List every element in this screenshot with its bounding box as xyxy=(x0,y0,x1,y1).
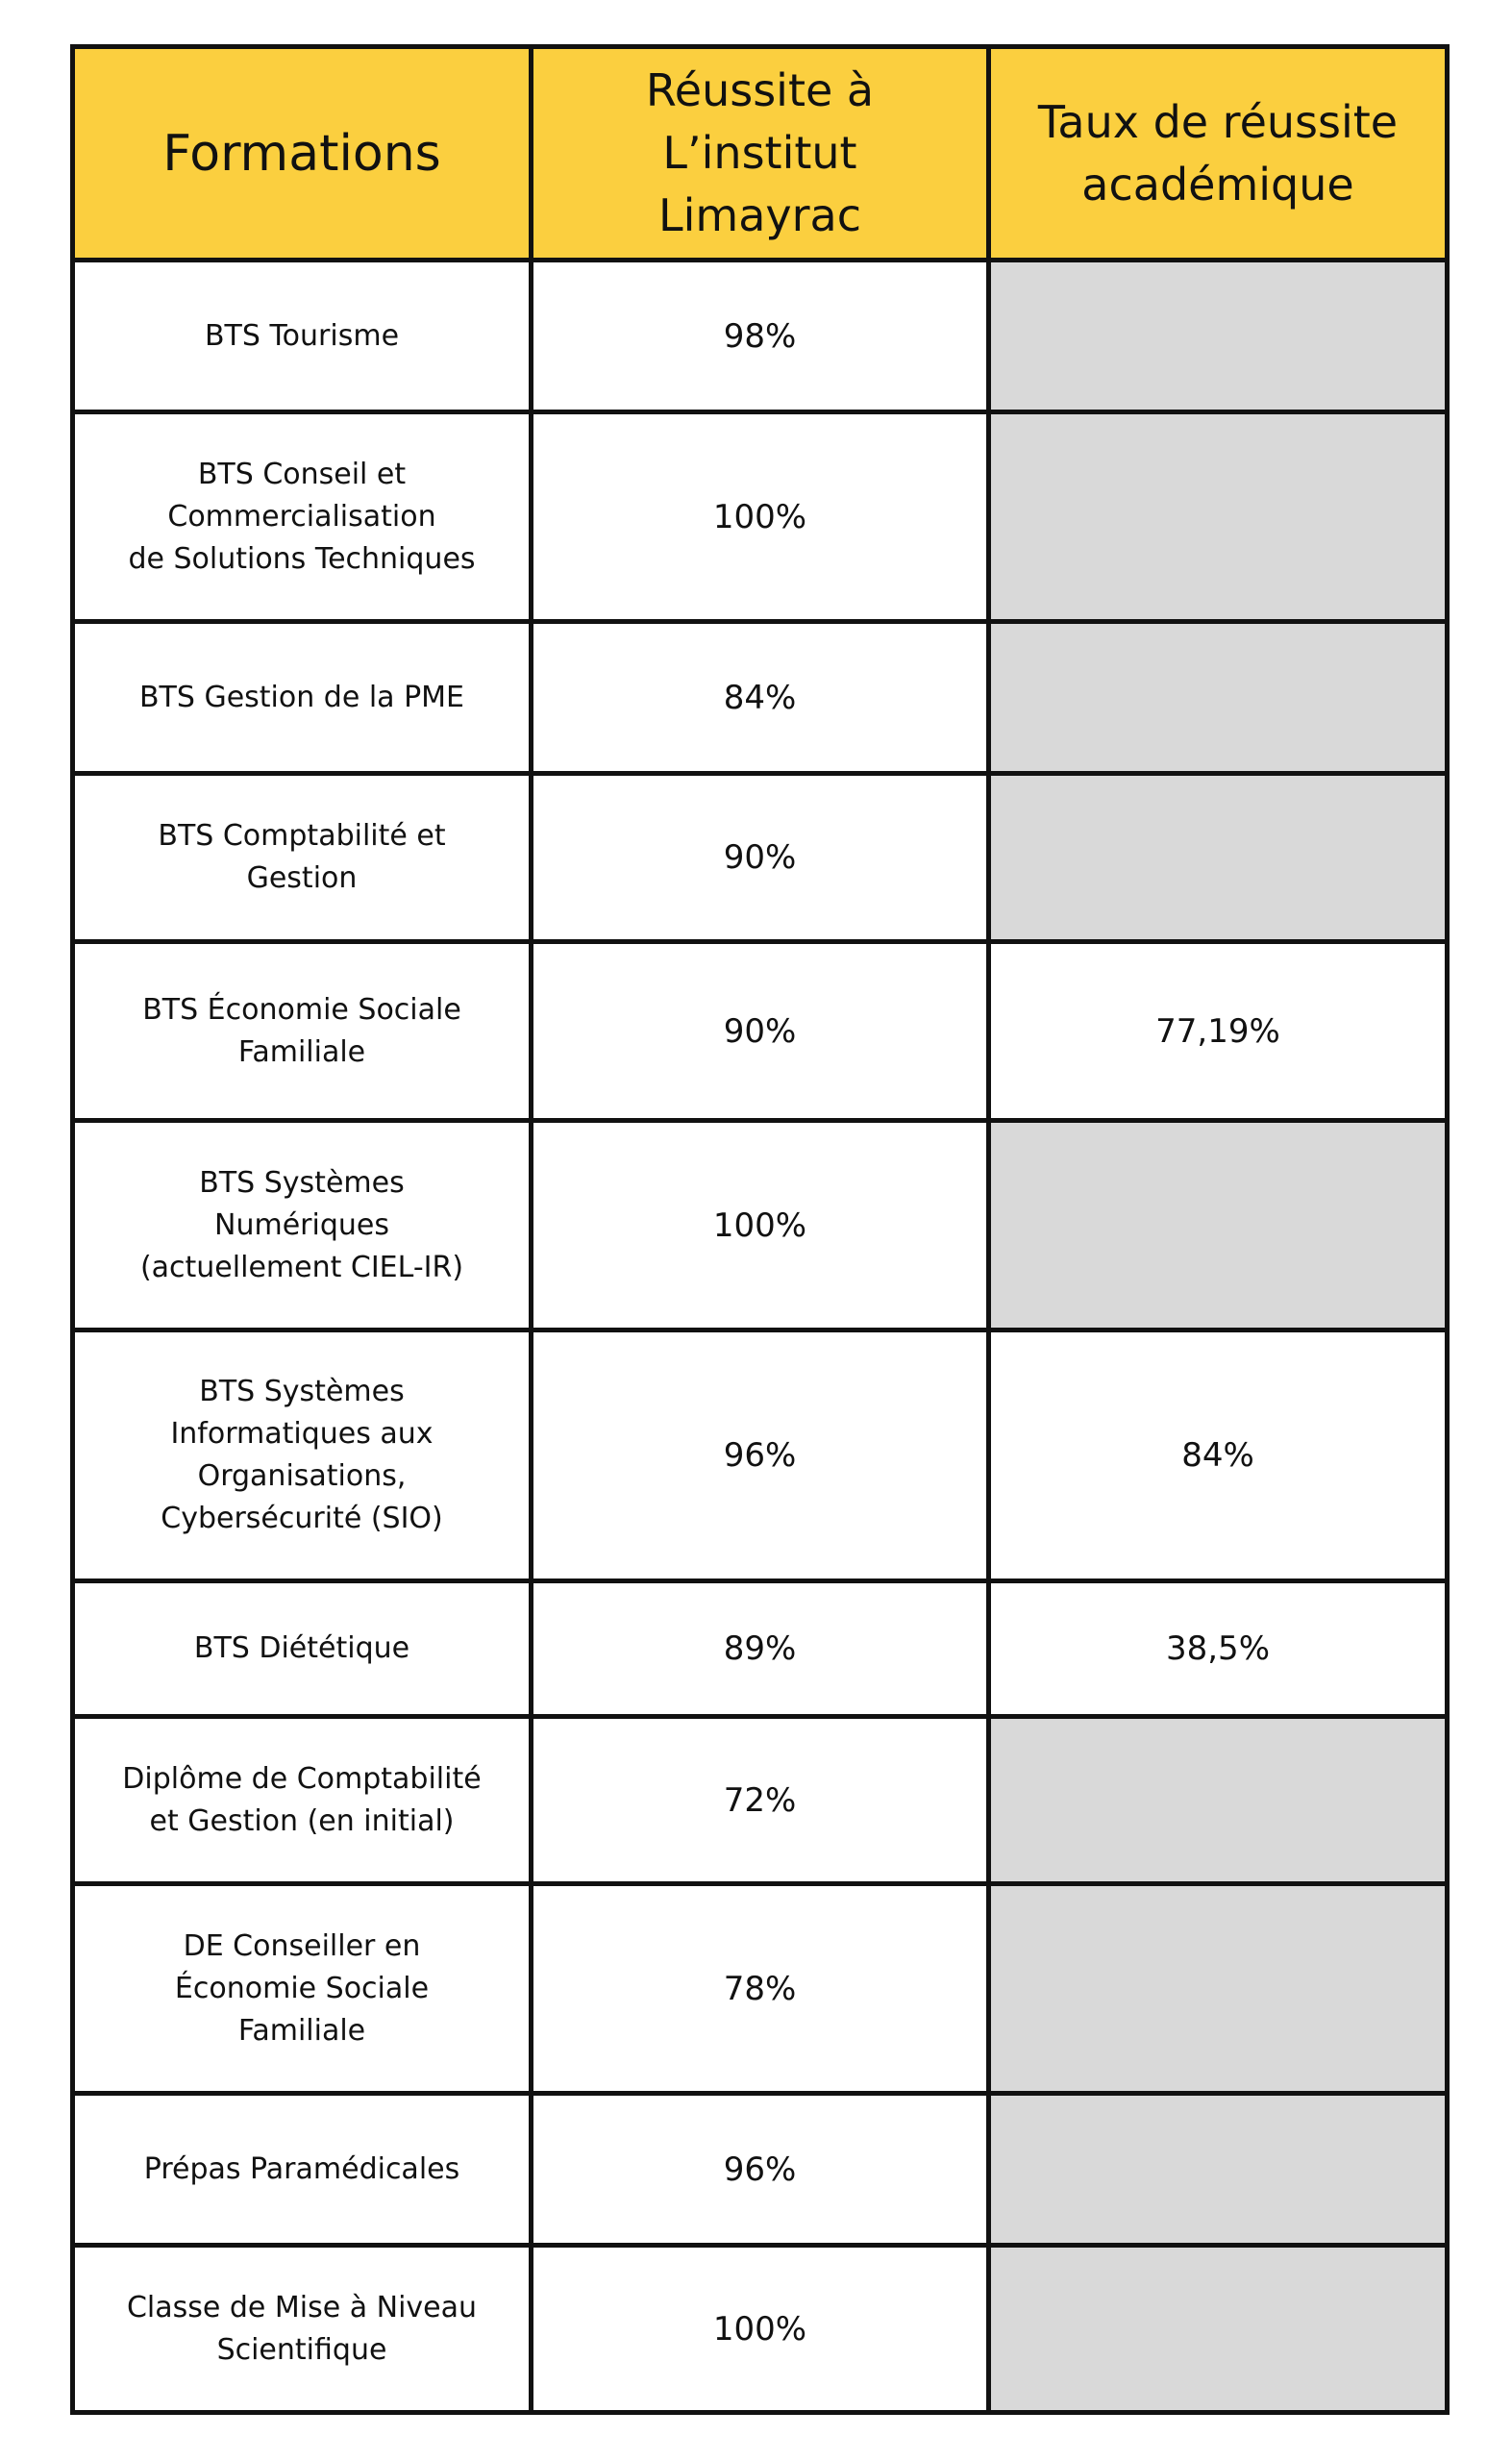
formation-cell: BTS Conseil et Commercialisation de Solutions Techniques xyxy=(73,412,532,622)
institut-rate-cell: 72% xyxy=(532,1717,989,1884)
academique-rate-cell: 77,19% xyxy=(989,942,1448,1121)
institut-rate-cell: 84% xyxy=(532,622,989,774)
institut-rate-cell: 100% xyxy=(532,2246,989,2413)
results-table xyxy=(70,44,1450,2415)
formation-cell: Classe de Mise à Niveau Scientifique xyxy=(73,2246,532,2413)
table-row xyxy=(73,1581,1448,1717)
institut-rate-cell: 90% xyxy=(532,774,989,942)
table-row xyxy=(73,2094,1448,2246)
academique-rate-cell xyxy=(989,1717,1448,1884)
academique-rate-cell xyxy=(989,774,1448,942)
academique-rate-cell xyxy=(989,622,1448,774)
table-row xyxy=(73,1121,1448,1330)
academique-rate-cell: 38,5% xyxy=(989,1581,1448,1717)
formation-cell: BTS Systèmes Numériques (actuellement CIEL-IR) xyxy=(73,1121,532,1330)
table-row xyxy=(73,1717,1448,1884)
institut-rate-cell: 96% xyxy=(532,2094,989,2246)
formation-cell: DE Conseiller en Économie Sociale Familiale xyxy=(73,1884,532,2094)
institut-rate-cell: 78% xyxy=(532,1884,989,2094)
table-row xyxy=(73,2246,1448,2413)
table-body xyxy=(73,261,1448,2413)
institut-rate-cell: 96% xyxy=(532,1330,989,1581)
academique-rate-cell: 84% xyxy=(989,1330,1448,1581)
institut-rate-cell: 100% xyxy=(532,1121,989,1330)
formation-cell: BTS Diététique xyxy=(73,1581,532,1717)
institut-rate-cell: 100% xyxy=(532,412,989,622)
formation-cell: BTS Systèmes Informatiques aux Organisations, Cybersécurité (SIO) xyxy=(73,1330,532,1581)
institut-rate-cell: 98% xyxy=(532,261,989,412)
academique-rate-cell xyxy=(989,412,1448,622)
academique-rate-cell xyxy=(989,1121,1448,1330)
formation-cell: BTS Gestion de la PME xyxy=(73,622,532,774)
table-row xyxy=(73,1884,1448,2094)
institut-rate-cell: 90% xyxy=(532,942,989,1121)
institut-rate-cell: 89% xyxy=(532,1581,989,1717)
header-taux-academique: Taux de réussite académique xyxy=(989,47,1448,261)
formation-cell: Diplôme de Comptabilité et Gestion (en initial) xyxy=(73,1717,532,1884)
header-reussite-institut: Réussite à L’institut Limayrac xyxy=(532,47,989,261)
table-row xyxy=(73,412,1448,622)
academique-rate-cell xyxy=(989,261,1448,412)
table-row xyxy=(73,942,1448,1121)
formation-cell: Prépas Paramédicales xyxy=(73,2094,532,2246)
formation-cell: BTS Comptabilité et Gestion xyxy=(73,774,532,942)
table-row xyxy=(73,261,1448,412)
academique-rate-cell xyxy=(989,2094,1448,2246)
table-row xyxy=(73,622,1448,774)
table-row xyxy=(73,1330,1448,1581)
academique-rate-cell xyxy=(989,1884,1448,2094)
table-row xyxy=(73,774,1448,942)
header-row xyxy=(73,47,1448,261)
header-formations: Formations xyxy=(73,47,532,261)
formation-cell: BTS Tourisme xyxy=(73,261,532,412)
formation-cell: BTS Économie Sociale Familiale xyxy=(73,942,532,1121)
academique-rate-cell xyxy=(989,2246,1448,2413)
